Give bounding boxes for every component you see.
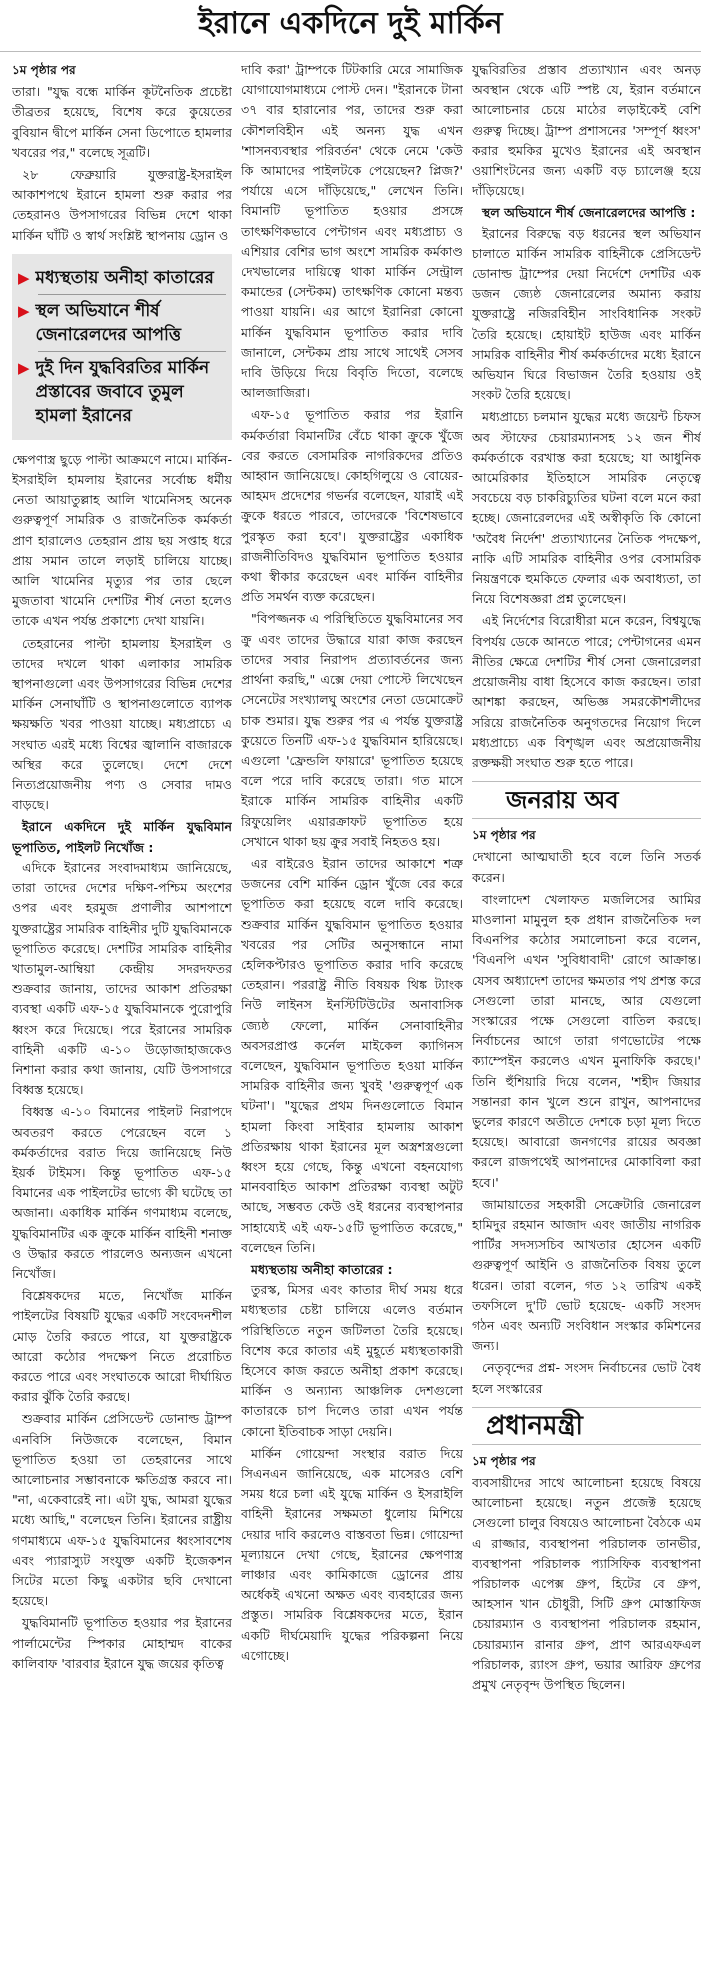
paragraph: এফ-১৫ ভূপাতিত করার পর ইরানি কর্মকর্তারা বিমানটির বেঁচে থাকা ক্রুকে খুঁজে বের করতে বেসামরিক নাগরিকদের প্রতিও আহ্বান জানিয়েছে। কোহগিলুয়ে ও বোয়ের-আহমদ প্রদেশের গভর্নর বলেছেন, যারাই এই ক্রুকে ধরতে পারবে, তাদেরকে 'বিশেষভাবে পুরস্কৃত করা হবে'। যুক্তরাষ্ট্রের একাধিক রাজনীতিবিদও যুদ্ধবিমান ভূপাতিত হওয়ার কথা স্বীকার করেছেন এবং মার্কিন বাহিনীর প্রতি সমর্থন ব্যক্ত করেছেন।: [241, 407, 463, 605]
subheading: স্থল অভিযানে শীর্ষ জেনারেলদের আপত্তি :: [482, 205, 696, 221]
triangle-bullet-icon: ▶: [18, 358, 30, 377]
paragraph: ব্যবসায়ীদের সাথে আলোচনা হয়েছে বিষয়ে আলোচনা হয়েছে। নতুন প্রজেক্ট হয়েছে সেগুলো চালুর বিষয়েও আলোচনা বৈঠকে এম এ রাজ্জার, ব্যবস্থাপনা পরিচালক তানভীর, ব্যবস্থাপনা পরিচালক প্যাসিফিক ব্যবস্থাপনা পরিচালক এপেক্স গ্রুপ, হিটের বে গ্রুপ, আহসান খান চৌধুরী, সিটি গ্রুপ মোস্তাফিজ চেয়ারম্যান ও ব্যবস্থাপনা পরিচালক রহমান, চেয়ারম্যান রানার গ্রুপ, প্রাণ আরএফএল পরিচালক, র‍্যাংস গ্রুপ, ভয়ার আরিফ গ্রুপের প্রমুখ নেতৃবৃন্দ উপস্থিত ছিলেন।: [472, 1475, 701, 1693]
paragraph: তেহরানের পাল্টা হামলায় ইসরাইল ও তাদের দখলে থাকা এলাকার সামরিক স্থাপনাগুলো এবং উপসাগরের বিভিন্ন দেশের মার্কিন সেনাঘাঁটি ও স্থাপনাগুলোতে ব্যাপক ক্ষয়ক্ষতি খবর পাওয়া যাচ্ছে। মধ্যপ্রাচ্যে এ সংঘাত এরই মধ্যে বিশ্বের জ্বালানি বাজারকে অস্থির করে তুলেছে। দেশে দেশে নিত্যপ্রয়োজনীয় পণ্য ও সেবার দামও বাড়ছে।: [12, 635, 232, 813]
paragraph: জামায়াতের সহকারী সেক্রেটারি জেনারেল হামিদুর রহমান আজাদ এবং জাতীয় নাগরিক পার্টির সদস্যসচিব আখতার হোসেন একটি গুরুত্বপূর্ণ আইনি ও রাজনৈতিক বিষয় তুলে ধরেন। তারা বলেন, গত ১২ তারিখ একই তফসিলে দু'টি ভোট হয়েছে- একটি সংসদ গঠন এবং অন্যটি সংবিধান সংস্কার কমিশনের জন্য।: [472, 1196, 701, 1354]
article-column-2: [241, 60, 463, 1975]
paragraph: মধ্যপ্রাচ্যে চলমান যুদ্ধের মধ্যে জয়েন্ট চিফস অব স্টাফের চেয়ারম্যানসহ ১২ জন শীর্ষ কর্মকর্তাকে বরখাস্ত করা হয়েছে; যা আধুনিক আমেরিকার ইতিহাসে সামরিক নেতৃত্বে সবচেয়ে বড় চাকরিচ্যুতির ঘটনা বলে মনে করা হচ্ছে। জেনারেলদের এই অস্বীকৃতি কি কোনো 'অবৈধ নির্দেশ' প্রত্যাখ্যানের নৈতিক পদক্ষেপ, নাকি এটি সামরিক বাহিনীর ওপর বেসামরিক নিয়ন্ত্রণকে হুমকিতে ফেলার এক অবাধ্যতা, তা নিয়ে বিশেষজ্ঞরা প্রশ্ন তুলেছেন।: [472, 409, 701, 607]
paragraph: দেখানো আত্মঘাতী হবে বলে তিনি সতর্ক করেন।: [472, 849, 701, 885]
paragraph: যুদ্ধবিমানটি ভূপাতিত হওয়ার পর ইরানের পার্লামেন্টের স্পিকার মোহাম্মদ বাকের কালিবাফ 'বারবার ইরানে যুদ্ধ জয়ের কৃতিত্ব: [12, 1615, 232, 1671]
paragraph: নেতৃবৃন্দের প্রশ্ন- সংসদ নির্বাচনের ভোট বৈধ হলে সংস্কারের: [472, 1360, 701, 1396]
paragraph: এদিকে ইরানের সংবাদমাধ্যম জানিয়েছে, তারা তাদের দেশের দক্ষিণ-পশ্চিম অংশের ওপর এবং হরমুজ প্রণালীর আশপাশে যুক্তরাষ্ট্রের সামরিক বাহিনীর দুটি যুদ্ধবিমানকে ভূপাতিত করেছে। দেশটির সামরিক বাহিনীর খাতামুল-আম্বিয়া কেন্দ্রীয় সদরদফতর শুক্রবার জানায়, তাদের আকাশ প্রতিরক্ষা ব্যবস্থা একটি এফ-১৫ যুদ্ধবিমানকে পুরোপুরি ধ্বংস করে দিয়েছে। পরে ইরানের সামরিক বাহিনী একটি এ-১০ উড়োজাহাজকেও নিশানা করার কথা জানায়, যেটি উপসাগরে বিধ্বস্ত হয়েছে।: [12, 859, 232, 1098]
highlight-text: দুই দিন যুদ্ধবিরতির মার্কিন প্রস্তাবের জবাবে তুমুল হামলা ইরানের: [35, 357, 210, 426]
subheading: ইরানে একদিনে দুই মার্কিন যুদ্ধবিমান ভূপাতিত, পাইলট নিখোঁজ :: [12, 819, 232, 855]
article-column-1: [12, 60, 232, 1975]
paragraph: এই নির্দেশের বিরোধীরা মনে করেন, বিশ্বযুদ্ধে বিপর্যয় ডেকে আনতে পারে; পেন্টাগনের এমন নীতির ক্ষেত্রে দেশটির শীর্ষ সেনা জেনারেলরা প্রয়োজনীয় বাধা হিসেবে কাজ করছেন। তারা আশঙ্কা করছেন, অভিজ্ঞ সমরকৌশলীদের সরিয়ে রাজনৈতিক অনুগতদের নিয়োগ দিলে মধ্যপ্রাচ্যে এক বিশৃঙ্খল এবং অপ্রয়োজনীয় রক্তক্ষয়ী সংঘাত শুরু হতে পারে।: [472, 613, 701, 770]
paragraph: ইরানের বিরুদ্ধে বড় ধরনের স্থল অভিযান চালাতে মার্কিন সামরিক বাহিনীকে প্রেসিডেন্ট ডোনাল্ড ট্রাম্পের দেয়া নির্দেশে দেশটির এক ডজন জ্যেষ্ঠ জেনারেলের অমান্য করায় যুক্তরাষ্ট্রে নজিরবিহীন সাংবিধানিক সংকট তৈরি হয়েছে। হোয়াইট হাউজ এবং মার্কিন সামরিক বাহিনীর শীর্ষ কর্মকর্তাদের মধ্যে ইরানে অভিযান ঘিরে বিভাজন তৈরি হওয়ায় ওই সংকট তৈরি হয়েছে।: [472, 225, 701, 403]
article-column-3: [472, 60, 701, 1975]
highlights-box: [12, 254, 232, 440]
highlight-item: [18, 299, 226, 347]
continued-label: ১ম পৃষ্ঠার পর: [472, 1453, 536, 1468]
triangle-bullet-icon: ▶: [18, 268, 30, 287]
section-headline: প্রধানমন্ত্রী: [472, 1407, 701, 1445]
paragraph: বিশ্লেষকদের মতে, নিখোঁজ মার্কিন পাইলটের বিষয়টি যুদ্ধের একটি সংবেদনশীল মোড় তৈরি করতে পারে, যা যুক্তরাষ্ট্রকে আরো কঠোর পদক্ষেপ নিতে প্ররোচিত করতে পারে এবং সংঘাতকে আরো দীর্ঘায়িত করার ঝুঁকি তৈরি করছে।: [12, 1288, 232, 1405]
paragraph: এর বাইরেও ইরান তাদের আকাশে শত্রু ডজনের বেশি মার্কিন ড্রোন খুঁজে বের করে ভূপাতিত করা হয়েছে বলে দাবি করেছে। শুক্রবার মার্কিন যুদ্ধবিমান ভূপাতিত হওয়ার খবরের পর সেটির অনুসন্ধানে নামা হেলিকপ্টারও ভূপাতিত করার দাবি করেছে তেহরান। পররাষ্ট্র নীতি বিষয়ক থিঙ্ক ট্যাংক নিউ লাইনস ইনস্টিটিউটের অনাবাসিক জ্যেষ্ঠ ফেলো, মার্কিন সেনাবাহিনীর অবসরপ্রাপ্ত কর্নেল মাইকেল ক্যাগিনস বলেছেন, যুদ্ধবিমান ভূপাতিত হওয়া মার্কিন সামরিক বাহিনীর জন্য খুবই 'গুরুত্বপূর্ণ এক ঘটনা'। "যুদ্ধের প্রথম দিনগুলোতে বিমান হামলা কিংবা সাইবার হামলায় আকাশ প্রতিরক্ষায় থাকা ইরানের মূল অস্ত্রশস্ত্রগুলো ধ্বংস হয়ে গেছে, কিন্তু এখনো বহনযোগ্য মানববাহিত আকাশ প্রতিরক্ষা ব্যবস্থা অটুট আছে, সম্ভবত কেউ ওই ধরনের ব্যবস্থাপনার সাহায্যেই এই এফ-১৫টি ভূপাতিত করেছে," বলেছেন তিনি।: [241, 855, 463, 1255]
subheading: মধ্যস্থতায় অনীহা কাতারের :: [251, 1261, 393, 1277]
paragraph: তুরস্ক, মিসর এবং কাতার দীর্ঘ সময় ধরে মধ্যস্থতার চেষ্টা চালিয়ে এলেও বর্তমান পরিস্থিতিতে নতুন জটিলতা তৈরি হয়েছে। বিশেষ করে কাতার এই মুহূর্তে মধ্যস্থতাকারী হিসেবে কাজ করতে অনীহা প্রকাশ করেছে। মার্কিন ও অন্যান্য আঞ্চলিক দেশগুলো কাতারকে চাপ দিলেও তারা এখন পর্যন্ত কোনো ইতিবাচক সাড়া দেয়নি।: [241, 1282, 463, 1439]
paragraph: দাবি করা' ট্রাম্পকে টিটকারি মেরে সামাজিক যোগাযোগমাধ্যমে পোস্ট দেন। "ইরানকে টানা ৩৭ বার হারানোর পর, তাদের শুরু করা কৌশলবিহীন এই অনন্য যুদ্ধ এখন 'শাসনব্যবস্থার পরিবর্তন' থেকে নেমে 'কেউ কি আমাদের পাইলটকে পেয়েছেন? প্লিজ?' পর্যায়ে এসে দাঁড়িয়েছে," লেখেন তিনি। বিমানটি ভূপাতিত হওয়ার প্রসঙ্গে তাৎক্ষণিকভাবে পেন্টাগন এবং মধ্যপ্রাচ্য ও এশিয়ার বেশির ভাগ অংশে সামরিক কর্মকাণ্ড দেখভালের দায়িত্বে থাকা মার্কিন সেন্ট্রাল কমান্ডের (সেন্টকম) তাৎক্ষণিক কোনো মন্তব্য পাওয়া যায়নি। এর আগে ইরানিরা কোনো মার্কিন যুদ্ধবিমান ভূপাতিত করার দাবি জানালে, সেন্টকম প্রায় সাথে সাথেই সেসব দাবি উড়িয়ে দিয়ে বিবৃতি দিতো, বলেছে আলজাজিরা।: [241, 62, 463, 401]
paragraph: ক্ষেপণাস্ত্র ছুড়ে পাল্টা আক্রমণে নামে। মার্কিন-ইসরাইলি হামলায় ইরানের সর্বোচ্চ ধর্মীয় নেতা আয়াতুল্লাহ আলি খামেনিসহ অনেক গুরুত্বপূর্ণ সামরিক ও রাজনৈতিক কর্মকর্তা প্রাণ হারালেও তেহরান প্রায় ছয় সপ্তাহ ধরে প্রায় সমান তালে লড়াই চালিয়ে যাচ্ছে। আলি খামেনির মৃত্যুর পর তার ছেলে মুজতাবা খামেনি দেশটির শীর্ষ নেতা হলেও তাকে এখন পর্যন্ত প্রকাশ্যে দেখা যায়নি।: [12, 451, 232, 629]
divider: [38, 351, 226, 352]
highlight-item: [18, 356, 226, 428]
highlight-text: স্থল অভিযানে শীর্ষ জেনারেলদের আপত্তি: [35, 300, 182, 345]
highlight-text: মধ্যস্থতায় অনীহা কাতারের: [35, 267, 214, 288]
paragraph: মার্কিন গোয়েন্দা সংস্থার বরাত দিয়ে সিএনএন জানিয়েছে, এক মাসেরও বেশি সময় ধরে চলা এই যুদ্ধে মার্কিন ও ইসরাইলি বাহিনী ইরানের সক্ষমতা ধুলোয় মিশিয়ে দেয়ার দাবি করলেও বাস্তবতা ভিন্ন। গোয়েন্দা মূল্যায়নে দেখা গেছে, ইরানের ক্ষেপণাস্ত্র লাঞ্চার এবং কামিকাজে ড্রোনের প্রায় অর্ধেকই এখনো অক্ষত এবং ব্যবহারের জন্য প্রস্তুত। সামরিক বিশ্লেষকদের মতে, ইরান একটি দীর্ঘমেয়াদি যুদ্ধের পরিকল্পনা নিয়ে এগোচ্ছে।: [241, 1445, 463, 1663]
paragraph: বিধ্বস্ত এ-১০ বিমানের পাইলট নিরাপদে অবতরণ করতে পেরেছেন বলে ১ কর্মকর্তাদের বরাত দিয়ে জানিয়েছে নিউ ইয়র্ক টাইমস। কিন্তু ভূপাতিত এফ-১৫ বিমানের এক পাইলটের ভাগ্যে কী ঘটেছে তা অজানা। একাধিক মার্কিন গণমাধ্যম বলেছে, যুদ্ধবিমানটির এক ক্রুকে মার্কিন বাহিনী শনাক্ত ও উদ্ধার করতে পারলেও অন্যজন এখনো নিখোঁজ।: [12, 1104, 232, 1281]
section-headline: জনরায় অব: [472, 781, 701, 819]
continued-label: ১ম পৃষ্ঠার পর: [472, 828, 536, 843]
paragraph: বাংলাদেশ খেলাফত মজলিসের আমির মাওলানা মামুনুল হক প্রধান রাজনৈতিক দল বিএনপির কঠোর সমালোচনা করে বলেন, 'বিএনপি এখন 'সুবিধাবাদী' রোগে আক্রান্ত। যেসব অধ্যাদেশ তাদের ক্ষমতার পথ প্রশস্ত করে সেগুলো তারা মানছে, আর যেগুলো সংস্কারের পক্ষে সেগুলো বাতিল করছে। নির্বাচনের আগে তারা গণভোটের পক্ষে ক্যাম্পেইন করলেও এখন মুনাফিকি করছে।' তিনি হুঁশিয়ারি দিয়ে বলেন, 'শহীদ জিয়ার সন্তানরা কান খুলে শুনে রাখুন, আপনাদের ভুলের কারণে অতীতে দেশকে চড়া মূল্য দিতে হয়েছে। আবারো জনগণের রায়ের অবজ্ঞা করলে রাজপথেই আপনাদের মোকাবিলা করা হবে।': [472, 891, 701, 1190]
paragraph: তারা। "যুদ্ধ বন্ধে মার্কিন কূটনৈতিক প্রচেষ্টা তীব্রতর হয়েছে, বিশেষ করে কুয়েতের বুবিয়ান দ্বীপে মার্কিন সেনা ডিপোতে হামলার খবরের পর," বলেছে সূত্রটি।: [12, 84, 232, 160]
triangle-bullet-icon: ▶: [18, 301, 30, 320]
paragraph: যুদ্ধবিরতির প্রস্তাব প্রত্যাখ্যান এবং অনড় অবস্থান থেকে এটি স্পষ্ট যে, ইরান বর্তমানে আলোচনার চেয়ে মাঠের লড়াইকেই বেশি গুরুত্ব দিচ্ছে। ট্রাম্প প্রশাসনের 'সম্পূর্ণ ধ্বংস' করার হুমকির মুখেও ইরানের এই অবস্থান ওয়াশিংটনের জন্য একটি বড় চ্যালেঞ্জ হয়ে দাঁড়িয়েছে।: [472, 62, 701, 199]
paragraph: "বিপজ্জনক এ পরিস্থিতিতে যুদ্ধবিমানের সব ক্রু এবং তাদের উদ্ধারে যারা কাজ করছেন তাদের সবার নিরাপদ প্রত্যাবর্তনের জন্য প্রার্থনা করছি," এক্সে দেয়া পোস্টে লিখেছেন সেনেটের সংখ্যালঘু অংশের নেতা ডেমোক্রেট চাক শুমার। যুদ্ধ শুরুর পর এ পর্যন্ত যুক্তরাষ্ট্র কুয়েতে তিনটি এফ-১৫ যুদ্ধবিমান হারিয়েছে। এগুলো 'ফ্রেন্ডলি ফায়ারে' ভূপাতিত হয়েছে বলে পরে দাবি করেছে তারা। গত মাসে ইরাকে মার্কিন সামরিক বাহিনীর একটি রিফুয়েলিং এয়ারক্রাফট ভূপাতিত হয়ে সেখানে থাকা ছয় ক্রুর সবাই নিহতও হয়।: [241, 611, 463, 849]
paragraph: শুক্রবার মার্কিন প্রেসিডেন্ট ডোনাল্ড ট্রাম্প এনবিসি নিউজকে বলেছেন, বিমান ভূপাতিত হওয়া তা তেহরানের সাথে আলোচনার সম্ভাবনাকে ক্ষতিগ্রস্ত করবে না। "না, একেবারেই না। এটা যুদ্ধ, আমরা যুদ্ধের মধ্যে আছি," বলেছেন তিনি। ইরানের রাষ্ট্রীয় গণমাধ্যমে এফ-১৫ যুদ্ধবিমানের ধ্বংসাবশেষ এবং প্যারাস্যুট সংযুক্ত একটি ইজেকশন সিটের মতো কিছু একটার ছবি দেখানো হয়েছে।: [12, 1411, 232, 1609]
highlight-item: [18, 266, 226, 290]
paragraph: ২৮ ফেব্রুয়ারি যুক্তরাষ্ট্র-ইসরাইল আকাশপথে ইরানে হামলা শুরু করার পর তেহরানও উপসাগরের বিভিন্ন দেশে থাকা মার্কিন ঘাঁটি ও স্বার্থ সংশ্লিষ্ট স্থাপনায় ড্রোন ও: [12, 167, 232, 243]
headline: ইরানে একদিনে দুই মার্কিন: [0, 0, 701, 52]
divider: [38, 294, 226, 295]
continued-label: ১ম পৃষ্ঠার পর: [12, 63, 76, 77]
